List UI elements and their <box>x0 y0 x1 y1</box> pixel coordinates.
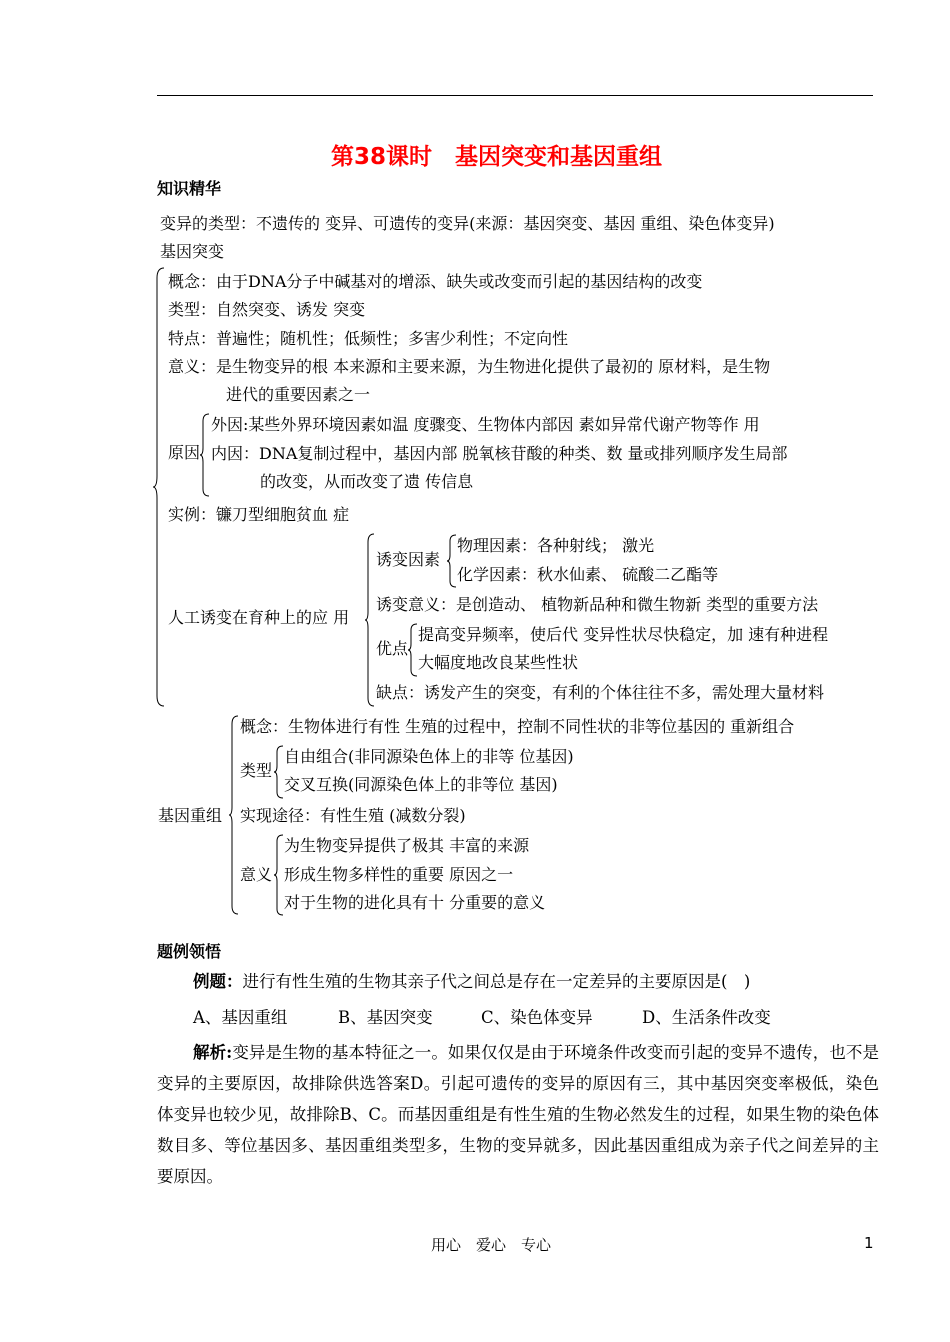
cause-label: 原因 <box>168 443 201 462</box>
recombination-meaning-1: 为生物变异提供了极其 丰富的来源 <box>284 836 530 855</box>
example-question-label: 例题： <box>193 972 243 991</box>
recombination-concept: 概念：生物体进行有性 生殖的过程中，控制不同性状的非等位基因的 重新组合 <box>240 717 795 736</box>
option-d: D、生活条件改变 <box>642 1008 771 1027</box>
advantage-2: 大幅度地改良某些性状 <box>418 653 579 672</box>
analysis-label: 解析: <box>193 1043 233 1062</box>
factor-chemical: 化学因素：秋水仙素、 硫酸二乙酯等 <box>457 565 719 584</box>
section-knowledge: 知识精华 <box>157 179 222 198</box>
mutation-brace <box>152 266 166 708</box>
recombination-types-label: 类型 <box>240 761 273 780</box>
page-number: 1 <box>864 1234 874 1252</box>
advantage-1: 提高变异频率，使后代 变异性状尽快稳定，加 速有种进程 <box>418 625 829 644</box>
footer-motto: 用心 爱心 专心 <box>431 1236 552 1254</box>
analysis-paragraph <box>157 1037 879 1192</box>
recombination-pathway: 实现途径：有性生殖 (减数分裂) <box>240 806 466 825</box>
mutation-features: 特点：普遍性；随机性；低频性；多害少利性；不定向性 <box>168 329 569 348</box>
example-question <box>193 972 750 992</box>
option-b: B、基因突变 <box>338 1008 433 1027</box>
mutation-meaning-1: 意义：是生物变异的根 本来源和主要来源，为生物进化提供了最初的 原材料，是生物 <box>168 357 771 376</box>
mutation-types: 类型：自然突变、诱发 突变 <box>168 300 366 319</box>
recombination-label: 基因重组 <box>158 806 223 825</box>
recombination-brace <box>228 714 240 918</box>
factors-label: 诱变因素 <box>376 550 441 569</box>
option-a: A、基因重组 <box>193 1008 288 1027</box>
mutation-heading: 基因突变 <box>160 242 225 261</box>
page-title: 第38课时 基因突变和基因重组 <box>331 144 663 170</box>
section-examples: 题例领悟 <box>157 942 222 961</box>
mutation-example: 实例：镰刀型细胞贫血 症 <box>168 505 350 524</box>
cause-internal-1: 内因：DNA复制过程中，基因内部 脱氧核苷酸的种类、数 量或排列顺序发生局部 <box>211 444 788 463</box>
artificial-disadvantage: 缺点：诱发产生的突变，有利的个体往往不多，需处理大量材料 <box>376 683 825 702</box>
factor-physical: 物理因素：各种射线； 激光 <box>457 536 655 555</box>
top-rule <box>157 95 873 96</box>
cause-internal-2: 的改变，从而改变了遗 传信息 <box>260 472 474 491</box>
recombination-meaning-2: 形成生物多样性的重要 原因之一 <box>284 865 514 884</box>
artificial-label: 人工诱变在育种上的应 用 <box>168 608 350 627</box>
option-c: C、染色体变异 <box>481 1008 593 1027</box>
artificial-brace <box>364 532 376 710</box>
recombination-type-2: 交叉互换(同源染色体上的非等位 基因) <box>284 775 558 794</box>
cause-brace <box>199 412 211 498</box>
recombination-meaning-label: 意义 <box>240 865 273 884</box>
mutation-concept: 概念：由于DNA分子中碱基对的增添、缺失或改变而引起的基因结构的改变 <box>168 272 703 291</box>
advantages-label: 优点 <box>376 639 409 658</box>
variation-types: 变异的类型：不遗传的 变异、可遗传的变异(来源：基因突变、基因 重组、染色体变异) <box>160 214 775 233</box>
recombination-meaning-3: 对于生物的进化具有十 分重要的意义 <box>284 893 546 912</box>
artificial-significance: 诱变意义：是创造动、 植物新品种和微生物新 类型的重要方法 <box>376 595 819 614</box>
mutation-meaning-2: 进代的重要因素之一 <box>226 385 371 404</box>
cause-external: 外因:某些外界环境因素如温 度骤变、生物体内部因 素如异常代谢产物等作 用 <box>211 415 760 434</box>
analysis-text: 变异是生物的基本特征之一。如果仅仅是由于环境条件改变而引起的变异不遗传，也不是变异的主要原因，故排除供选答案D。引起可遗传的变异的原因有三，其中基因突变率极低，染色体变异也较少见，故排除B、C。而基因重组是有性生殖的生物必然发生的过程，如果生物的染色体数目多、等位基因多、基因重组类型多，生物的变异就多，因此基因重组成为亲子代之间差异的主要原因。 <box>157 1043 880 1186</box>
example-question-text: 进行有性生殖的生物其亲子代之间总是存在一定差异的主要原因是( ) <box>242 972 751 991</box>
recombination-type-1: 自由组合(非同源染色体上的非等 位基因) <box>284 747 574 766</box>
